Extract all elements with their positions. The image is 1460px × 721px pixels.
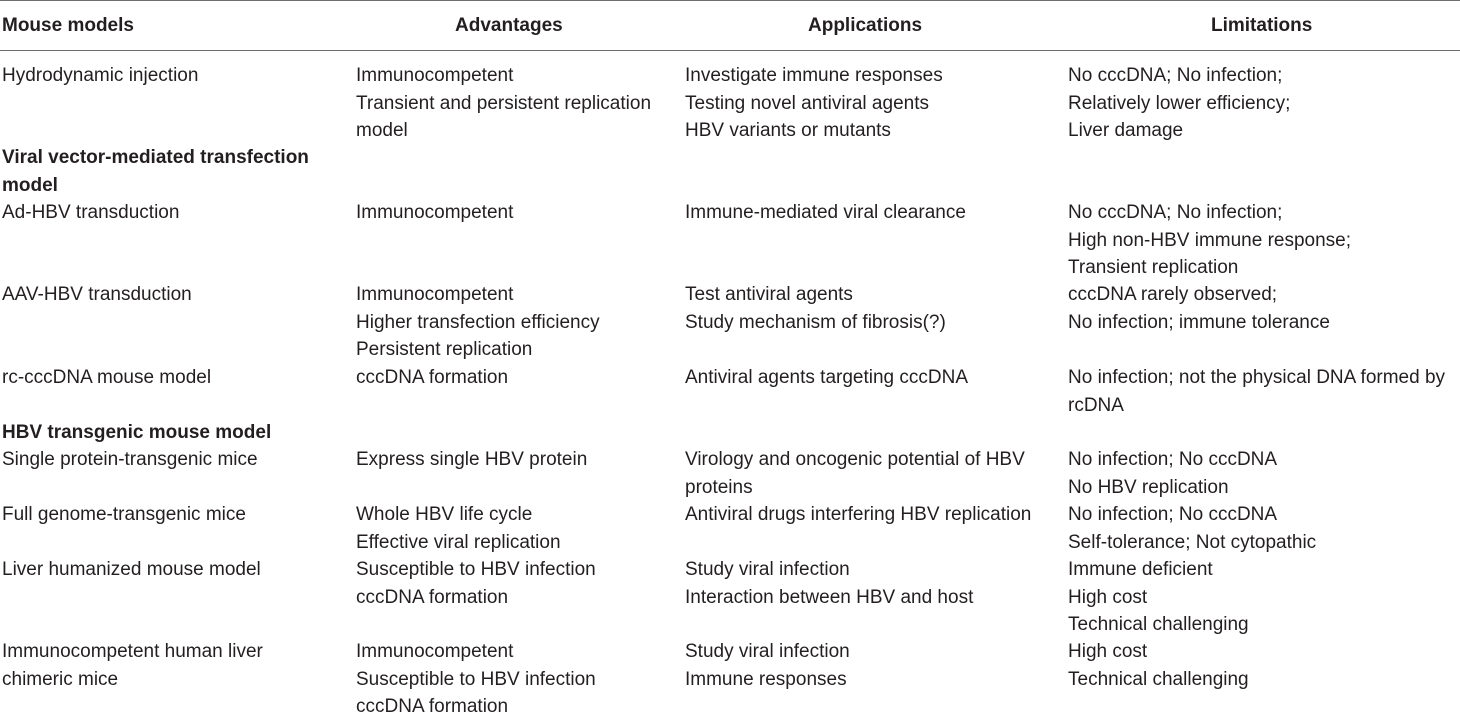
- applications-cell: [685, 62, 943, 145]
- model-cell: [2, 501, 246, 529]
- limitations-cell-line: No infection; immune tolerance: [1068, 311, 1330, 333]
- limitations-cell-line: High non-HBV immune response;: [1068, 229, 1352, 251]
- limitations-cell-line: No cccDNA; No infection;: [1068, 65, 1283, 86]
- limitations-cell-line: Technical challenging: [1068, 668, 1249, 690]
- limitations-cell-line: Transient replication: [1068, 257, 1239, 278]
- model-cell-line: Immunocompetent human liver: [2, 641, 263, 662]
- applications-cell: [685, 638, 850, 693]
- limitations-cell-line: Relatively lower efficiency;: [1068, 92, 1291, 114]
- limitations-cell-line: rcDNA: [1068, 394, 1124, 416]
- section-heading: [2, 419, 271, 447]
- advantages-cell: [356, 556, 596, 611]
- advantages-cell: [356, 199, 513, 227]
- applications-cell-line: Virology and oncogenic potential of HBV: [685, 449, 1025, 470]
- model-cell: [2, 638, 263, 693]
- model-cell-line: Liver humanized mouse model: [2, 559, 261, 580]
- model-cell: [2, 199, 179, 227]
- header-advantages: Advantages: [455, 15, 563, 36]
- model-cell-line: Ad-HBV transduction: [2, 202, 180, 223]
- limitations-cell-line: No infection; not the physical DNA formed by: [1068, 367, 1446, 388]
- advantages-cell-line: cccDNA formation: [356, 586, 509, 608]
- limitations-cell: [1068, 281, 1330, 336]
- section-heading-line: HBV transgenic mouse model: [2, 422, 272, 443]
- limitations-cell-line: Immune deficient: [1068, 559, 1213, 580]
- applications-cell: [685, 556, 973, 611]
- applications-cell-line: Antiviral drugs interfering HBV replication: [685, 504, 1032, 525]
- limitations-cell: [1068, 556, 1249, 639]
- advantages-cell-line: Effective viral replication: [356, 531, 561, 553]
- advantages-cell-line: Higher transfection efficiency: [356, 311, 600, 333]
- advantages-cell-line: cccDNA formation: [356, 367, 509, 388]
- limitations-cell-line: Technical challenging: [1068, 614, 1249, 635]
- table-top-rule: [0, 0, 1460, 1]
- advantages-cell: [356, 62, 651, 145]
- limitations-cell-line: cccDNA rarely observed;: [1068, 284, 1278, 305]
- advantages-cell-line: Susceptible to HBV infection: [356, 668, 596, 690]
- advantages-cell-line: Susceptible to HBV infection: [356, 559, 596, 580]
- applications-cell: [685, 501, 1031, 529]
- model-cell-line: rc-cccDNA mouse model: [2, 367, 212, 388]
- applications-cell-line: Study viral infection: [685, 559, 850, 580]
- header-limitations: Limitations: [1211, 15, 1313, 36]
- header-bottom-rule: [0, 50, 1460, 51]
- applications-cell-line: HBV variants or mutants: [685, 120, 891, 141]
- limitations-cell: [1068, 446, 1277, 501]
- advantages-cell-line: Transient and persistent replication: [356, 92, 652, 114]
- model-cell-line: Single protein-transgenic mice: [2, 449, 258, 470]
- model-cell: [2, 281, 192, 309]
- applications-cell: [685, 199, 966, 227]
- model-cell-line: chimeric mice: [2, 668, 119, 690]
- advantages-cell: [356, 364, 508, 392]
- model-cell-line: AAV-HBV transduction: [2, 284, 192, 305]
- limitations-cell: [1068, 364, 1445, 419]
- applications-cell: [685, 364, 968, 392]
- advantages-cell: [356, 501, 561, 556]
- advantages-cell-line: Persistent replication: [356, 339, 533, 360]
- limitations-cell: [1068, 62, 1290, 145]
- applications-cell-line: Immune-mediated viral clearance: [685, 202, 966, 223]
- advantages-cell: [356, 638, 596, 721]
- applications-cell-line: Interaction between HBV and host: [685, 586, 974, 608]
- limitations-cell-line: No infection; No cccDNA: [1068, 504, 1278, 525]
- applications-cell-line: Test antiviral agents: [685, 284, 853, 305]
- model-cell: [2, 556, 261, 584]
- applications-cell-line: proteins: [685, 476, 753, 498]
- header-mouse-models: Mouse models: [2, 15, 134, 36]
- limitations-cell-line: High cost: [1068, 586, 1148, 608]
- advantages-cell-line: Express single HBV protein: [356, 449, 588, 470]
- applications-cell-line: Study viral infection: [685, 641, 850, 662]
- limitations-cell-line: Self-tolerance; Not cytopathic: [1068, 531, 1317, 553]
- limitations-cell-line: No infection; No cccDNA: [1068, 449, 1278, 470]
- advantages-cell-line: Immunocompetent: [356, 284, 514, 305]
- header-applications: Applications: [808, 15, 923, 36]
- section-heading-line: Viral vector-mediated transfection: [2, 147, 309, 168]
- model-cell-line: Full genome-transgenic mice: [2, 504, 246, 525]
- section-heading: [2, 144, 309, 199]
- limitations-cell: [1068, 638, 1249, 693]
- limitations-cell-line: No cccDNA; No infection;: [1068, 202, 1283, 223]
- applications-cell-line: Testing novel antiviral agents: [685, 92, 929, 114]
- applications-cell-line: Investigate immune responses: [685, 65, 943, 86]
- advantages-cell-line: Immunocompetent: [356, 641, 514, 662]
- model-cell: [2, 446, 258, 474]
- advantages-cell-line: Immunocompetent: [356, 65, 514, 86]
- applications-cell-line: Antiviral agents targeting cccDNA: [685, 367, 969, 388]
- model-cell-line: Hydrodynamic injection: [2, 65, 199, 86]
- limitations-cell: [1068, 501, 1316, 556]
- section-heading-line: model: [2, 174, 58, 196]
- applications-cell-line: Study mechanism of fibrosis(?): [685, 311, 946, 333]
- model-cell: [2, 62, 198, 90]
- limitations-cell-line: High cost: [1068, 641, 1148, 662]
- advantages-cell: [356, 281, 600, 364]
- advantages-cell-line: Whole HBV life cycle: [356, 504, 533, 525]
- model-cell: [2, 364, 211, 392]
- advantages-cell-line: Immunocompetent: [356, 202, 514, 223]
- advantages-cell-line: cccDNA formation: [356, 696, 509, 717]
- advantages-cell-line: model: [356, 120, 408, 141]
- limitations-cell-line: Liver damage: [1068, 120, 1184, 141]
- applications-cell-line: Immune responses: [685, 668, 847, 690]
- applications-cell: [685, 281, 946, 336]
- limitations-cell-line: No HBV replication: [1068, 476, 1229, 498]
- applications-cell: [685, 446, 1025, 501]
- limitations-cell: [1068, 199, 1351, 282]
- advantages-cell: [356, 446, 587, 474]
